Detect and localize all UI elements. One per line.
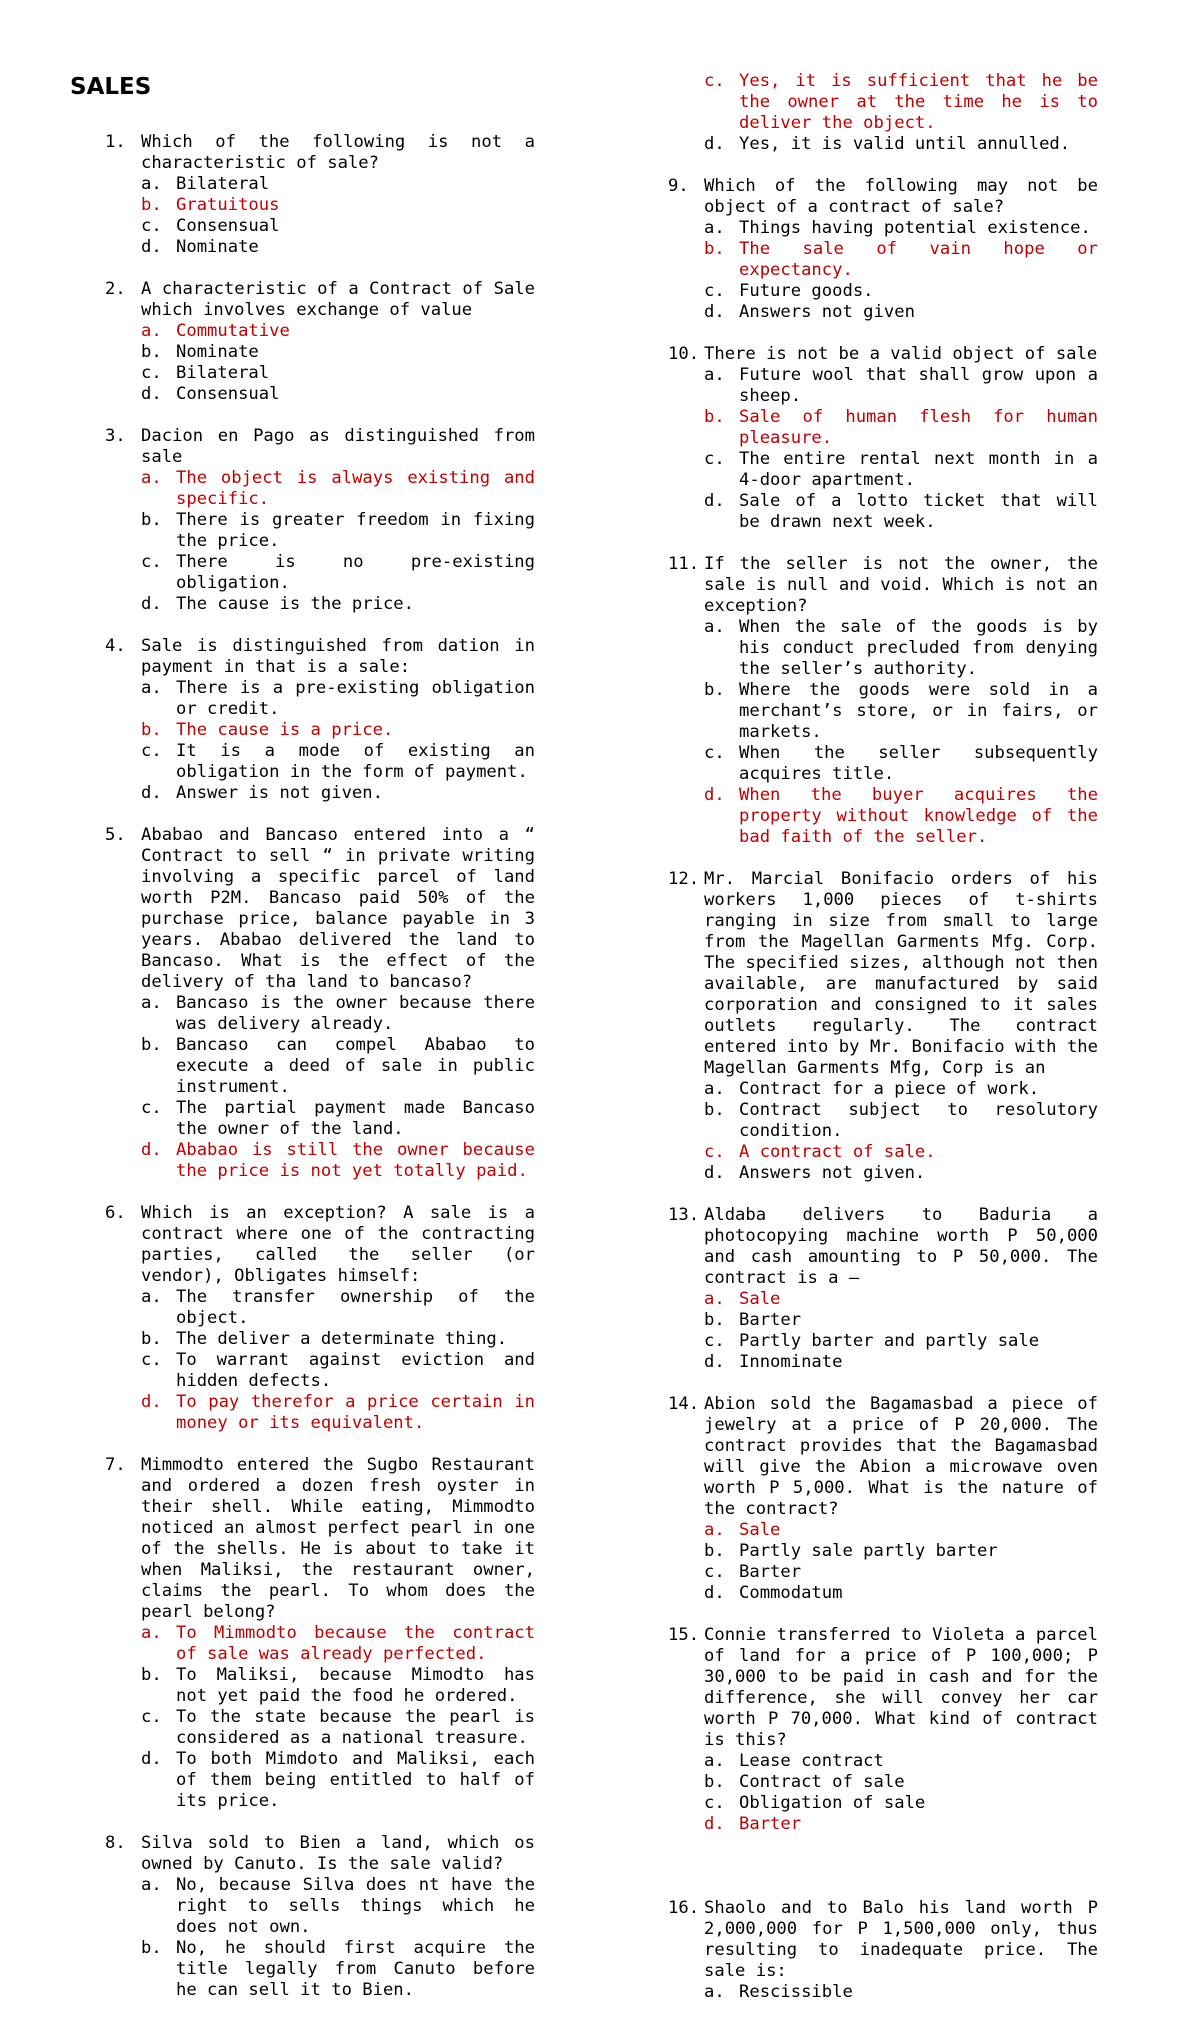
answer-option: [704, 1814, 1098, 1835]
option-text: Nominate: [176, 342, 259, 362]
option: [704, 1562, 1098, 1583]
option-text: Barter: [739, 1562, 802, 1582]
question-text: Shaolo and to Balo his land worth P 2,000,000 for P 1,500,000 only, thus resulting to inadequate price. The sale is:: [704, 1898, 1098, 1981]
option-letter: d.: [141, 1749, 162, 1769]
option: [704, 680, 1098, 743]
answer-option: [141, 1623, 535, 1665]
option-text: To Maliksi, because Mimodto has not yet paid the food he ordered.: [176, 1665, 535, 1706]
option-letter: a.: [141, 468, 162, 488]
option-text: Sale: [739, 1520, 781, 1540]
option: [704, 1541, 1098, 1562]
question-item: [105, 426, 535, 615]
option: [141, 741, 535, 783]
question-text: Which of the following is not a characteristic of sale?: [141, 132, 535, 173]
question-text: Mr. Marcial Bonifacio orders of his workers 1,000 pieces of t-shirts ranging in size from small to large from the Magellan Garments Mfg. Corp. The specified sizes, although not then available, are manufactured by said corporation and consigned to it sales outlets regularly. The contract entered into by Mr. Bonifacio with the Magellan Garments Mfg, Corp is an: [704, 869, 1098, 1078]
option-letter: a.: [704, 1289, 725, 1309]
option-text: Bilateral: [176, 363, 270, 383]
option-letter: d.: [704, 1163, 725, 1183]
answer-option: [141, 195, 535, 216]
option-text: No, he should first acquire the title legally from Canuto before he can sell it to Bien.: [176, 1938, 535, 2000]
option-letter: a.: [704, 1079, 725, 1099]
option-letter: b.: [141, 1329, 162, 1349]
option-letter: a.: [141, 678, 162, 698]
question-stem: [105, 426, 535, 468]
option: [704, 1751, 1098, 1772]
option-letter: a.: [704, 218, 725, 238]
option-letter: c.: [704, 743, 725, 763]
question-text: Silva sold to Bien a land, which os owned by Canuto. Is the sale valid?: [141, 1833, 535, 1874]
option: [141, 1665, 535, 1707]
option-letter: b.: [141, 195, 162, 215]
option-letter: a.: [141, 993, 162, 1013]
question-text: If the seller is not the owner, the sale is null and void. Which is not an exception?: [704, 554, 1098, 616]
option: [141, 1329, 535, 1350]
option-text: Rescissible: [739, 1982, 853, 2002]
question-number: 8.: [105, 1833, 126, 1853]
question-item: [105, 825, 535, 1182]
option-letter: b.: [141, 342, 162, 362]
option-text: To both Mimdoto and Maliksi, each of them being entitled to half of its price.: [176, 1749, 535, 1811]
option-letter: d.: [704, 134, 725, 154]
option-text: No, because Silva does nt have the right to sells things which he does not own.: [176, 1875, 535, 1937]
option-text: There is greater freedom in fixing the price.: [176, 510, 535, 551]
question-stem: [668, 1625, 1098, 1751]
option: [141, 552, 535, 594]
option: [704, 1583, 1098, 1604]
option: [704, 1982, 1098, 2003]
question-item: [668, 344, 1098, 533]
question-item: [105, 132, 535, 258]
option-text: Partly barter and partly sale: [739, 1331, 1040, 1351]
question-stem: [105, 132, 535, 174]
option-text: Barter: [739, 1310, 802, 1330]
option-letter: d.: [141, 783, 162, 803]
option-text: The sale of vain hope or expectancy.: [739, 239, 1098, 280]
option: [141, 342, 535, 363]
question-stem: [105, 1833, 535, 1875]
option-text: Contract for a piece of work.: [739, 1079, 1040, 1099]
option-text: The object is always existing and specific.: [176, 468, 535, 509]
option: [141, 216, 535, 237]
option-text: The cause is a price.: [176, 720, 394, 740]
answer-option: [141, 321, 535, 342]
option: [704, 281, 1098, 302]
question-item: [668, 554, 1098, 848]
question-number: 9.: [668, 176, 689, 196]
answer-option: [704, 785, 1098, 848]
option: [141, 237, 535, 258]
option: [141, 510, 535, 552]
question-stem: [668, 344, 1098, 365]
option-letter: c.: [704, 1793, 725, 1813]
question-number: 4.: [105, 636, 126, 656]
option-letter: b.: [141, 510, 162, 530]
question-stem: [105, 636, 535, 678]
option: [141, 594, 535, 615]
option: [141, 1938, 535, 2001]
question-item: [668, 1898, 1098, 2003]
question-item: [105, 636, 535, 804]
option: [704, 134, 1098, 155]
option: [141, 1875, 535, 1938]
option: [141, 363, 535, 384]
answer-option: [704, 239, 1098, 281]
option: [704, 302, 1098, 323]
option-letter: d.: [141, 237, 162, 257]
option: [141, 1098, 535, 1140]
question-text: There is not be a valid object of sale: [704, 344, 1098, 364]
option-letter: b.: [704, 407, 725, 427]
question-item: [105, 1455, 535, 1812]
option-text: Partly sale partly barter: [739, 1541, 998, 1561]
answer-option: [141, 468, 535, 510]
option-letter: a.: [141, 174, 162, 194]
question-text: Which of the following may not be object of a contract of sale?: [704, 176, 1098, 217]
option: [704, 365, 1098, 407]
option-text: When the seller subsequently acquires title.: [739, 743, 1098, 784]
question-stem: [668, 554, 1098, 617]
option-letter: c.: [704, 71, 725, 91]
question-text: Mimmodto entered the Sugbo Restaurant and ordered a dozen fresh oyster in their shell. While eating, Mimmodto noticed an almost perfect pearl in one of the shells. He is about to take it when Maliksi, the restaurant owner, claims the pearl. To whom does the pearl belong?: [141, 1455, 535, 1622]
question-stem: [105, 279, 535, 321]
answer-option: [141, 1140, 535, 1182]
option-letter: d.: [704, 785, 725, 805]
question-number: 7.: [105, 1455, 126, 1475]
left-column: [105, 0, 535, 2022]
question-text: Dacion en Pago as distinguished from sale: [141, 426, 535, 467]
option-letter: b.: [704, 1310, 725, 1330]
option-text: To pay therefor a price certain in money or its equivalent.: [176, 1392, 535, 1433]
question-text: Connie transferred to Violeta a parcel of land for a price of P 100,000; P 30,000 to be paid in cash and for the difference, she will convey her car worth P 70,000. What kind of contract is this?: [704, 1625, 1098, 1750]
option-letter: c.: [141, 552, 162, 572]
option-text: Ababao is still the owner because the price is not yet totally paid.: [176, 1140, 535, 1181]
option-letter: b.: [141, 720, 162, 740]
question-text: A characteristic of a Contract of Sale which involves exchange of value: [141, 279, 535, 320]
option-text: When the buyer acquires the property without knowledge of the bad faith of the seller.: [739, 785, 1098, 847]
option-letter: d.: [704, 1814, 725, 1834]
option-text: To Mimmodto because the contract of sale was already perfected.: [176, 1623, 535, 1664]
option-text: Sale of a lotto ticket that will be drawn next week.: [739, 491, 1098, 532]
option-text: Innominate: [739, 1352, 843, 1372]
option: [141, 174, 535, 195]
option: [704, 743, 1098, 785]
question-item: [668, 869, 1098, 1184]
option: [704, 218, 1098, 239]
question-number: 1.: [105, 132, 126, 152]
option-text: Yes, it is sufficient that he be the owner at the time he is to deliver the object.: [739, 71, 1098, 133]
option-letter: b.: [141, 1035, 162, 1055]
option-letter: d.: [141, 384, 162, 404]
option-text: To warrant against eviction and hidden defects.: [176, 1350, 535, 1391]
option-letter: c.: [704, 281, 725, 301]
page-title: SALES: [70, 74, 152, 100]
option-letter: d.: [141, 594, 162, 614]
question-text: Aldaba delivers to Baduria a photocopying machine worth P 50,000 and cash amounting to P 50,000. The contract is a –: [704, 1205, 1098, 1288]
option-text: There is no pre-existing obligation.: [176, 552, 535, 593]
question-text: Abion sold the Bagamasbad a piece of jewelry at a price of P 20,000. The contract provides that the Bagamasbad will give the Abion a microwave oven worth P 5,000. What is the nature of the contract?: [704, 1394, 1098, 1519]
option-text: There is a pre-existing obligation or credit.: [176, 678, 535, 719]
option: [704, 491, 1098, 533]
question-stem: [105, 1203, 535, 1287]
option-text: Contract subject to resolutory condition.: [739, 1100, 1098, 1141]
question-number: 10.: [668, 344, 700, 364]
answer-option: [704, 407, 1098, 449]
option-letter: b.: [704, 680, 725, 700]
question-number: 13.: [668, 1205, 700, 1225]
option-letter: c.: [141, 1707, 162, 1727]
option-letter: c.: [141, 1098, 162, 1118]
option-letter: c.: [141, 741, 162, 761]
option: [141, 1707, 535, 1749]
option-text: When the sale of the goods is by his conduct precluded from denying the seller’s authority.: [739, 617, 1098, 679]
option: [141, 678, 535, 720]
question-stem: [668, 1205, 1098, 1289]
option-letter: b.: [704, 1772, 725, 1792]
question-item: [105, 1203, 535, 1434]
question-item: [668, 1205, 1098, 1373]
option: [141, 384, 535, 405]
option-letter: c.: [141, 216, 162, 236]
option: [704, 1079, 1098, 1100]
option: [141, 1287, 535, 1329]
question-number: 14.: [668, 1394, 700, 1414]
option-letter: c.: [141, 363, 162, 383]
option-text: Answers not given: [739, 302, 915, 322]
question-stem: [668, 1394, 1098, 1520]
question-stem: [668, 1898, 1098, 1982]
option-letter: a.: [704, 1520, 725, 1540]
option: [141, 993, 535, 1035]
option: [704, 1310, 1098, 1331]
question-number: 6.: [105, 1203, 126, 1223]
option-text: Consensual: [176, 384, 280, 404]
option-text: Gratuitous: [176, 195, 280, 215]
question-item: [668, 1394, 1098, 1604]
option-letter: a.: [141, 1623, 162, 1643]
option-letter: b.: [704, 1541, 725, 1561]
question-stem: [105, 1455, 535, 1623]
option-text: Commutative: [176, 321, 290, 341]
option-text: The cause is the price.: [176, 594, 414, 614]
question-8-continued: [668, 71, 1098, 155]
question-number: 5.: [105, 825, 126, 845]
option-text: Barter: [739, 1814, 802, 1834]
option-letter: a.: [704, 1982, 725, 2002]
answer-option: [704, 71, 1098, 134]
option: [704, 1793, 1098, 1814]
option-text: Yes, it is valid until annulled.: [739, 134, 1071, 154]
question-stem: [668, 176, 1098, 218]
option-letter: c.: [704, 1142, 725, 1162]
option: [704, 1163, 1098, 1184]
answer-option: [704, 1142, 1098, 1163]
answer-option: [704, 1289, 1098, 1310]
option-text: Obligation of sale: [739, 1793, 926, 1813]
option-letter: a.: [704, 1751, 725, 1771]
option-text: To the state because the pearl is considered as a national treasure.: [176, 1707, 535, 1748]
spacer: [668, 1856, 1098, 1898]
option-letter: d.: [704, 491, 725, 511]
option-letter: a.: [141, 1875, 162, 1895]
option-letter: a.: [704, 617, 725, 637]
question-item: [105, 279, 535, 405]
option-text: Answer is not given.: [176, 783, 383, 803]
option-letter: b.: [704, 1100, 725, 1120]
option-letter: b.: [704, 239, 725, 259]
option-letter: c.: [141, 1350, 162, 1370]
option-text: Nominate: [176, 237, 259, 257]
option: [704, 1100, 1098, 1142]
question-number: 2.: [105, 279, 126, 299]
question-text: Sale is distinguished from dation in payment in that is a sale:: [141, 636, 535, 677]
option: [704, 1352, 1098, 1373]
option-letter: a.: [141, 1287, 162, 1307]
question-text: Which is an exception? A sale is a contract where one of the contracting parties, called the seller (or vendor), Obligates himself:: [141, 1203, 535, 1286]
question-item: [668, 176, 1098, 323]
option-text: Commodatum: [739, 1583, 843, 1603]
option-text: Consensual: [176, 216, 280, 236]
question-number: 12.: [668, 869, 700, 889]
option-letter: c.: [704, 1562, 725, 1582]
option-text: The entire rental next month in a 4-door apartment.: [739, 449, 1098, 490]
answer-option: [704, 1520, 1098, 1541]
option: [141, 1749, 535, 1812]
option-text: Where the goods were sold in a merchant’s store, or in fairs, or markets.: [739, 680, 1098, 742]
answer-option: [141, 1392, 535, 1434]
option-letter: d.: [704, 1583, 725, 1603]
option-text: The deliver a determinate thing.: [176, 1329, 508, 1349]
option-text: Contract of sale: [739, 1772, 905, 1792]
option: [141, 1035, 535, 1098]
question-stem: [105, 825, 535, 993]
option-text: Answers not given.: [739, 1163, 926, 1183]
option-text: The partial payment made Bancaso the owner of the land.: [176, 1098, 535, 1139]
option: [704, 1772, 1098, 1793]
question-number: 11.: [668, 554, 700, 574]
question-item: [668, 1625, 1098, 1835]
option: [141, 783, 535, 804]
option: [704, 1331, 1098, 1352]
question-stem: [668, 869, 1098, 1079]
option-text: A contract of sale.: [739, 1142, 936, 1162]
answer-option: [141, 720, 535, 741]
option-letter: a.: [141, 321, 162, 341]
option-text: Sale: [739, 1289, 781, 1309]
option-text: Bancaso can compel Ababao to execute a deed of sale in public instrument.: [176, 1035, 535, 1097]
option-text: Lease contract: [739, 1751, 884, 1771]
question-number: 15.: [668, 1625, 700, 1645]
option: [141, 1350, 535, 1392]
option-letter: d.: [141, 1140, 162, 1160]
option-letter: d.: [704, 1352, 725, 1372]
option-text: Bilateral: [176, 174, 270, 194]
option-text: Sale of human flesh for human pleasure.: [739, 407, 1098, 448]
option-text: It is a mode of existing an obligation in the form of payment.: [176, 741, 535, 782]
option-letter: a.: [704, 365, 725, 385]
question-text: Ababao and Bancaso entered into a “ Contract to sell “ in private writing involving a specific parcel of land worth P2M. Bancaso paid 50% of the purchase price, balance payable in 3 years. Ababao delivered the land to Bancaso. What is the effect of the delivery of tha land to bancaso?: [141, 825, 535, 992]
option-text: Things having potential existence.: [739, 218, 1091, 238]
option-text: Future wool that shall grow upon a sheep.: [739, 365, 1098, 406]
right-column: [668, 0, 1098, 2024]
option-letter: c.: [704, 1331, 725, 1351]
option-text: Future goods.: [739, 281, 874, 301]
option: [704, 617, 1098, 680]
option-letter: d.: [141, 1392, 162, 1412]
option: [704, 449, 1098, 491]
option-text: Bancaso is the owner because there was delivery already.: [176, 993, 535, 1034]
option-letter: c.: [704, 449, 725, 469]
option-letter: d.: [704, 302, 725, 322]
question-number: 3.: [105, 426, 126, 446]
question-number: 16.: [668, 1898, 700, 1918]
option-letter: b.: [141, 1665, 162, 1685]
option-text: The transfer ownership of the object.: [176, 1287, 535, 1328]
option-letter: b.: [141, 1938, 162, 1958]
